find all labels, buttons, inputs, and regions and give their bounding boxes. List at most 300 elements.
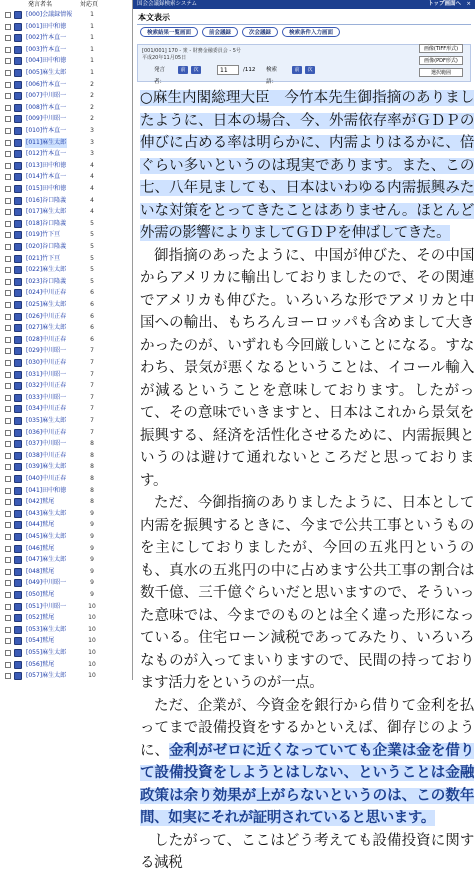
previous-record-button[interactable]: 前会議録 <box>202 27 238 37</box>
speaker-checkbox[interactable] <box>5 82 11 88</box>
speaker-page: 7 <box>90 370 94 378</box>
speaker-row[interactable] <box>0 80 132 90</box>
speech-paragraph: したがって、ここはどう考えても設備投資に関する減税 <box>140 832 474 871</box>
document-icon <box>14 115 22 123</box>
speaker-name[interactable]: [044]鷲尾 <box>26 521 55 529</box>
speaker-checkbox[interactable] <box>5 198 11 204</box>
speaker-page: 5 <box>90 254 94 262</box>
speaker-row[interactable] <box>0 33 132 43</box>
speaker-checkbox[interactable] <box>5 650 11 656</box>
speaker-row[interactable] <box>0 56 132 66</box>
speaker-row[interactable] <box>0 103 132 113</box>
speaker-label: 発言者： <box>154 67 166 85</box>
speaker-name[interactable]: [040]中川正春 <box>26 475 67 482</box>
speaker-checkbox[interactable] <box>5 441 11 447</box>
speaker-checkbox[interactable] <box>5 47 11 53</box>
speaker-checkbox[interactable] <box>5 638 11 644</box>
selection-range-button[interactable]: 選択範囲 <box>419 68 463 77</box>
document-icon <box>14 533 22 541</box>
document-icon <box>14 104 22 112</box>
speaker-checkbox[interactable] <box>5 592 11 598</box>
speaker-name[interactable]: [029]中川昭一 <box>26 347 67 355</box>
document-icon <box>14 603 22 611</box>
next-record-button[interactable]: 次会議録 <box>242 27 278 37</box>
document-icon <box>14 510 22 518</box>
speaker-name[interactable]: [019]竹下亘 <box>26 231 61 239</box>
top-page-link[interactable]: トップ画面へ <box>428 1 461 7</box>
document-icon <box>14 220 22 228</box>
speaker-name[interactable]: [030]中川正春 <box>26 359 67 366</box>
page-count-header: 対応頁 <box>80 1 99 8</box>
speaker-checkbox[interactable] <box>5 140 11 146</box>
speaker-checkbox[interactable] <box>5 662 11 668</box>
speaker-name[interactable]: [010]竹本直一 <box>26 127 67 134</box>
speaker-checkbox[interactable] <box>5 232 11 238</box>
document-icon <box>14 150 22 158</box>
speaker-row[interactable] <box>0 172 132 182</box>
speaker-page: 5 <box>90 266 94 274</box>
speech-paragraph: ただ、今御指摘のありましたように、日本として内需を振興するときに、今まで公共工事というものを主にしておりましたが、今回の五兆円というのも、真水の五兆円の中に占めます公共工事の割合は数千億、三千億ぐらいだと思いますので、そういった意味では、今までのものとは全く違った形になっている。住宅ローン減税であってみたり、いろいろなものが入ってまいりますので、民間の持っております活力をというのが一点。 <box>140 495 474 691</box>
pdf-image-button[interactable]: 画像(PDF形式) <box>419 56 463 65</box>
speaker-row[interactable] <box>0 602 132 612</box>
document-icon <box>14 568 22 576</box>
speaker-name[interactable]: [014]竹本直一 <box>26 173 67 181</box>
speaker-row[interactable] <box>0 230 132 240</box>
speaker-name[interactable]: [052]鷲尾 <box>26 614 55 622</box>
speaker-row[interactable] <box>0 497 132 507</box>
speaker-name[interactable]: [007]中川昭一 <box>26 92 67 100</box>
close-icon[interactable]: × <box>466 1 471 7</box>
document-icon <box>14 614 22 622</box>
speaker-next-button[interactable]: 次 <box>191 66 201 74</box>
speaker-row[interactable] <box>0 126 132 136</box>
document-icon <box>14 162 22 170</box>
speaker-page: 9 <box>90 521 94 529</box>
speaker-row[interactable] <box>0 381 132 391</box>
speaker-row[interactable] <box>0 520 132 530</box>
speaker-page: 10 <box>88 672 96 680</box>
speaker-checkbox[interactable] <box>5 464 11 470</box>
speaker-checkbox[interactable] <box>5 174 11 180</box>
speaker-checkbox[interactable] <box>5 627 11 633</box>
speaker-name[interactable]: [035]麻生太郎 <box>26 417 67 424</box>
document-icon <box>14 92 22 100</box>
speaker-name[interactable]: [033]中川昭一 <box>26 393 67 401</box>
speaker-checkbox[interactable] <box>5 290 11 296</box>
speaker-row[interactable] <box>0 346 132 356</box>
keyword-label: 検索語： <box>266 67 278 85</box>
speaker-name[interactable]: [006]竹本直一 <box>26 80 67 88</box>
speaker-name[interactable]: [009]中川昭一 <box>26 115 67 123</box>
speaker-name[interactable]: [049]中川昭一 <box>26 579 67 587</box>
document-icon <box>14 69 22 77</box>
speaker-page: 5 <box>90 243 94 250</box>
speaker-name[interactable]: [008]竹本直一 <box>26 103 67 111</box>
speaker-name[interactable]: [057]麻生太郎 <box>26 672 67 680</box>
speaker-checkbox[interactable] <box>5 615 11 621</box>
speaker-checkbox[interactable] <box>5 557 11 563</box>
speaker-name[interactable]: [013]田中和徳 <box>26 161 67 169</box>
speaker-page: 3 <box>90 138 94 146</box>
document-icon <box>14 394 22 402</box>
document-icon <box>14 637 22 645</box>
speaker-name[interactable]: [025]麻生太郎 <box>26 301 67 308</box>
document-icon <box>14 289 22 297</box>
document-icon <box>14 556 22 564</box>
speaker-page: 7 <box>90 405 94 413</box>
speaker-checkbox[interactable] <box>5 337 11 343</box>
speaker-name[interactable]: [046]鷲尾 <box>26 544 55 552</box>
speaker-page: 9 <box>90 591 94 598</box>
speaker-name[interactable]: [056]鷲尾 <box>26 660 55 668</box>
speaker-row[interactable] <box>0 625 132 635</box>
document-icon <box>14 46 22 54</box>
speaker-page: 10 <box>88 602 96 610</box>
speaker-row[interactable] <box>0 590 132 600</box>
speaker-row[interactable] <box>0 578 132 588</box>
speaker-name[interactable]: [038]中川正春 <box>26 451 67 459</box>
speaker-name[interactable]: [004]田中和徳 <box>26 57 67 65</box>
document-icon <box>14 278 22 286</box>
speaker-prev-button[interactable]: 前 <box>178 66 188 74</box>
speaker-checkbox[interactable] <box>5 151 11 157</box>
speaker-name[interactable]: [048]鷲尾 <box>26 567 55 575</box>
keyword-prev-button[interactable]: 前 <box>292 66 302 74</box>
document-icon <box>14 382 22 390</box>
speaker-page: 5 <box>90 231 94 239</box>
speaker-name[interactable]: [015]田中和徳 <box>26 185 67 192</box>
speaker-row[interactable] <box>0 300 132 310</box>
speaker-checkbox[interactable] <box>5 488 11 494</box>
speaker-row[interactable] <box>0 428 132 438</box>
speaker-row[interactable] <box>0 138 132 148</box>
speaker-page: 8 <box>90 475 94 482</box>
speaker-row[interactable] <box>0 532 132 542</box>
speaker-name[interactable]: [053]麻生太郎 <box>26 625 67 633</box>
speaker-row[interactable] <box>0 45 132 55</box>
speaker-row[interactable] <box>0 567 132 577</box>
document-icon <box>14 429 22 437</box>
speaker-checkbox[interactable] <box>5 546 11 552</box>
speaker-page: 2 <box>90 115 94 123</box>
speaker-page: 7 <box>90 382 94 390</box>
speaker-name[interactable]: [034]中川正春 <box>26 405 67 413</box>
speaker-name[interactable]: [054]鷲尾 <box>26 637 55 645</box>
speaker-page: 4 <box>90 196 94 204</box>
speaker-number-input[interactable] <box>217 65 239 75</box>
speaker-page: 10 <box>88 637 96 645</box>
document-icon <box>14 347 22 355</box>
speaker-page: 3 <box>90 150 94 158</box>
speaker-checkbox[interactable] <box>5 128 11 134</box>
speaker-page: 2 <box>90 103 94 111</box>
speaker-page: 4 <box>90 208 94 216</box>
speaker-row[interactable] <box>0 323 132 333</box>
speaker-name[interactable]: [011]麻生太郎 <box>26 138 67 146</box>
speaker-row[interactable] <box>0 393 132 403</box>
document-icon <box>14 463 22 471</box>
speaker-page: 3 <box>90 127 94 134</box>
speech-text-plain: ただ、企業が、今資金を銀行から借りて金利を払ってまで設備投資をするかといえば、御存じのように、 <box>140 697 474 759</box>
speaker-checkbox[interactable] <box>5 430 11 436</box>
speaker-row[interactable] <box>0 509 132 519</box>
speaker-row[interactable] <box>0 184 132 194</box>
speaker-checkbox[interactable] <box>5 522 11 528</box>
speaker-row[interactable] <box>0 68 132 78</box>
system-title: 国会会議録検索システム <box>137 1 197 7</box>
speaker-row[interactable] <box>0 636 132 646</box>
document-icon <box>14 498 22 506</box>
speaker-page: 1 <box>90 57 94 65</box>
speaker-checkbox[interactable] <box>5 209 11 215</box>
document-icon <box>14 475 22 483</box>
speaker-row[interactable] <box>0 660 132 670</box>
speaker-row[interactable] <box>0 22 132 32</box>
document-icon <box>14 11 22 19</box>
document-icon <box>14 23 22 31</box>
speaker-row[interactable] <box>0 277 132 287</box>
document-icon <box>14 139 22 147</box>
speaker-name[interactable]: [042]鷲尾 <box>26 498 55 506</box>
tiff-image-button[interactable]: 画像(TIFF形式) <box>419 44 463 53</box>
speaker-row[interactable] <box>0 288 132 298</box>
speaker-name[interactable]: [031]中川昭一 <box>26 370 67 378</box>
speaker-page: 7 <box>90 359 94 366</box>
speaker-checkbox[interactable] <box>5 267 11 273</box>
document-icon <box>14 579 22 587</box>
speaker-row[interactable] <box>0 91 132 101</box>
document-panel <box>133 0 475 871</box>
speaker-checkbox[interactable] <box>5 186 11 192</box>
speaker-name[interactable]: [020]谷口隆義 <box>26 243 67 250</box>
speaker-page: 1 <box>90 69 94 76</box>
speaker-page: 10 <box>88 660 96 668</box>
speaker-row[interactable] <box>0 671 132 681</box>
speaker-checkbox[interactable] <box>5 325 11 331</box>
speaker-list-panel <box>0 0 133 680</box>
speaker-page: 9 <box>90 567 94 575</box>
speaker-checkbox[interactable] <box>5 383 11 389</box>
speaker-checkbox[interactable] <box>5 58 11 64</box>
speaker-checkbox[interactable] <box>5 105 11 111</box>
speaker-name[interactable]: [024]中川正春 <box>26 289 67 297</box>
speaker-checkbox[interactable] <box>5 116 11 122</box>
speaker-intro-text: ○麻生内閣総理大臣 今竹本先生御指摘のありましたように、日本の場合、今、外需依存率がＧＤＰの伸びに占める率は明らかに、内需よりはるかに、倍ぐらい多いというのは現実であります。また、この七、八年見ましても、日本はいわゆる内需振興みたいな対策をとってきたことはありません。ほとんど外需の影響によりましてＧＤＰを伸ばしてきた。 <box>140 90 474 241</box>
speaker-name[interactable]: [045]麻生太郎 <box>26 533 67 540</box>
search-conditions-button[interactable]: 検索条件入力画面 <box>282 27 340 37</box>
speaker-name[interactable]: [017]麻生太郎 <box>26 208 67 216</box>
speaker-page: 10 <box>88 649 96 656</box>
speaker-total: /112 <box>243 67 256 73</box>
speaker-page: 1 <box>90 11 94 18</box>
speaker-name[interactable]: [039]麻生太郎 <box>26 463 67 471</box>
document-icon <box>14 266 22 274</box>
speaker-row[interactable] <box>0 613 132 623</box>
speaker-checkbox[interactable] <box>5 244 11 250</box>
speaker-name[interactable]: [005]麻生太郎 <box>26 69 67 76</box>
speaker-checkbox[interactable] <box>5 406 11 412</box>
document-icon <box>14 440 22 448</box>
speaker-row[interactable] <box>0 451 132 461</box>
speaker-row[interactable] <box>0 555 132 565</box>
speaker-name[interactable]: [051]中川昭一 <box>26 602 67 610</box>
document-icon <box>14 591 22 599</box>
document-icon <box>14 197 22 205</box>
speaker-checkbox[interactable] <box>5 24 11 30</box>
speaker-row[interactable] <box>0 219 132 229</box>
speaker-checkbox[interactable] <box>5 348 11 354</box>
speaker-row[interactable] <box>0 196 132 206</box>
speaker-checkbox[interactable] <box>5 580 11 586</box>
speaker-checkbox[interactable] <box>5 70 11 76</box>
speaker-checkbox[interactable] <box>5 476 11 482</box>
document-icon <box>14 255 22 263</box>
document-icon <box>14 81 22 89</box>
search-results-button[interactable]: 検索結果一覧画面 <box>140 27 198 37</box>
speaker-name[interactable]: [002]竹本直一 <box>26 34 67 42</box>
speaker-checkbox[interactable] <box>5 604 11 610</box>
speaker-name[interactable]: [016]谷口隆義 <box>26 196 67 204</box>
speaker-row[interactable] <box>0 358 132 368</box>
speaker-page: 10 <box>88 625 96 633</box>
top-bar <box>133 0 475 9</box>
speaker-checkbox[interactable] <box>5 511 11 517</box>
speaker-row[interactable] <box>0 161 132 171</box>
speaker-row[interactable] <box>0 242 132 252</box>
speaker-name[interactable]: [028]中川正春 <box>26 335 67 343</box>
speaker-name[interactable]: [003]竹本直一 <box>26 45 67 53</box>
speaker-page: 7 <box>90 417 94 424</box>
document-icon <box>14 243 22 251</box>
speaker-name[interactable]: [023]谷口隆義 <box>26 277 67 285</box>
speaker-checkbox[interactable] <box>5 302 11 308</box>
speaker-name[interactable]: [055]麻生太郎 <box>26 649 67 656</box>
document-icon <box>14 661 22 669</box>
speaker-row[interactable] <box>0 149 132 159</box>
speaker-row[interactable] <box>0 474 132 484</box>
speaker-name-header: 発言者名 <box>28 1 53 8</box>
speaker-page: 6 <box>90 289 94 297</box>
speaker-page: 7 <box>90 428 94 436</box>
speaker-row[interactable] <box>0 114 132 124</box>
speaker-page: 7 <box>90 347 94 355</box>
speaker-row[interactable] <box>0 370 132 380</box>
speaker-checkbox[interactable] <box>5 12 11 18</box>
speaker-row[interactable] <box>0 335 132 345</box>
speaker-row[interactable] <box>0 462 132 472</box>
document-icon <box>14 185 22 193</box>
speaker-page: 4 <box>90 161 94 169</box>
speaker-list-header <box>0 0 132 10</box>
speaker-name[interactable]: [018]谷口隆義 <box>26 219 67 227</box>
speaker-row[interactable] <box>0 254 132 264</box>
speaker-checkbox[interactable] <box>5 569 11 575</box>
speaker-name[interactable]: [012]竹本直一 <box>26 150 67 158</box>
speaker-page: 4 <box>90 173 94 181</box>
document-icon <box>14 57 22 65</box>
speaker-checkbox[interactable] <box>5 534 11 540</box>
speaker-name[interactable]: [047]麻生太郎 <box>26 556 67 564</box>
document-icon <box>14 521 22 529</box>
speaker-name[interactable]: [021]竹下亘 <box>26 254 61 262</box>
document-icon <box>14 371 22 379</box>
document-icon <box>14 336 22 344</box>
speaker-name[interactable]: [036]中川正春 <box>26 428 67 436</box>
speaker-page: 1 <box>90 45 94 53</box>
speaker-row[interactable] <box>0 265 132 275</box>
document-icon <box>14 359 22 367</box>
document-icon <box>14 672 22 680</box>
speaker-row[interactable] <box>0 648 132 658</box>
speaker-checkbox[interactable] <box>5 453 11 459</box>
speaker-page: 8 <box>90 463 94 471</box>
speaker-page: 8 <box>90 451 94 459</box>
speaker-page: 4 <box>90 185 94 192</box>
speaker-name[interactable]: [001]田中和徳 <box>26 22 67 30</box>
speaker-page: 6 <box>90 335 94 343</box>
speaker-checkbox[interactable] <box>5 35 11 41</box>
document-icon <box>14 173 22 181</box>
speaker-name[interactable]: [043]麻生太郎 <box>26 509 67 517</box>
speaker-page: 8 <box>90 486 94 494</box>
speaker-row[interactable] <box>0 416 132 426</box>
speaker-checkbox[interactable] <box>5 395 11 401</box>
speaker-name[interactable]: [037]中川昭一 <box>26 440 67 448</box>
speaker-name[interactable]: [027]麻生太郎 <box>26 324 67 332</box>
speaker-row[interactable] <box>0 439 132 449</box>
keyword-next-button[interactable]: 次 <box>305 66 315 74</box>
speaker-row[interactable] <box>0 486 132 496</box>
speaker-checkbox[interactable] <box>5 93 11 99</box>
speaker-row[interactable] <box>0 10 132 20</box>
speaker-name[interactable]: [050]鷲尾 <box>26 591 55 598</box>
speaker-name[interactable]: [022]麻生太郎 <box>26 266 67 274</box>
speaker-row[interactable] <box>0 312 132 322</box>
speaker-name[interactable]: [041]田中和徳 <box>26 486 67 494</box>
speaker-checkbox[interactable] <box>5 673 11 679</box>
speaker-checkbox[interactable] <box>5 256 11 262</box>
speaker-checkbox[interactable] <box>5 279 11 285</box>
speaker-name[interactable]: [026]中川正春 <box>26 312 67 320</box>
speaker-page: 9 <box>90 579 94 587</box>
speaker-page: 8 <box>90 498 94 506</box>
speaker-checkbox[interactable] <box>5 499 11 505</box>
speaker-row[interactable] <box>0 404 132 414</box>
speaker-checkbox[interactable] <box>5 418 11 424</box>
speaker-page: 1 <box>90 22 94 30</box>
speaker-checkbox[interactable] <box>5 372 11 378</box>
speaker-name[interactable]: [032]中川正春 <box>26 382 67 390</box>
page-title: 本文表示 <box>138 13 170 22</box>
speaker-checkbox[interactable] <box>5 314 11 320</box>
speaker-checkbox[interactable] <box>5 221 11 227</box>
speaker-page: 7 <box>90 393 94 401</box>
speaker-page: 9 <box>90 533 94 540</box>
speaker-page: 2 <box>90 92 94 100</box>
speaker-page: 9 <box>90 556 94 564</box>
speaker-name[interactable]: [000]会議録情報 <box>26 11 73 18</box>
speaker-page: 9 <box>90 509 94 517</box>
speaker-row[interactable] <box>0 207 132 217</box>
speaker-checkbox[interactable] <box>5 360 11 366</box>
speaker-page: 1 <box>90 34 94 42</box>
speaker-checkbox[interactable] <box>5 163 11 169</box>
document-icon <box>14 417 22 425</box>
record-info: [001/001] 170 - 衆 - 財務金融委員会 - 5号 <box>142 48 241 54</box>
speaker-row[interactable] <box>0 544 132 554</box>
document-icon <box>14 405 22 413</box>
speech-paragraph: 御指摘のあったように、中国が伸びた、その中国からアメリカに輸出しておりましたので、その関連でアメリカも伸びた。いろいろな形でアメリカと中国への輸出、もちろんヨーロッパも含めまして大きかったのが、いずれも今回厳しいことになる。すなわち、景気が悪くなるということは、イコール輸入が減るということを意味しております。したがって、その意味でいきますと、日本はこれから景気を振興する、経済を活性化させるために、内需振興というのは避けて通れないところだと思っております。 <box>140 247 474 489</box>
